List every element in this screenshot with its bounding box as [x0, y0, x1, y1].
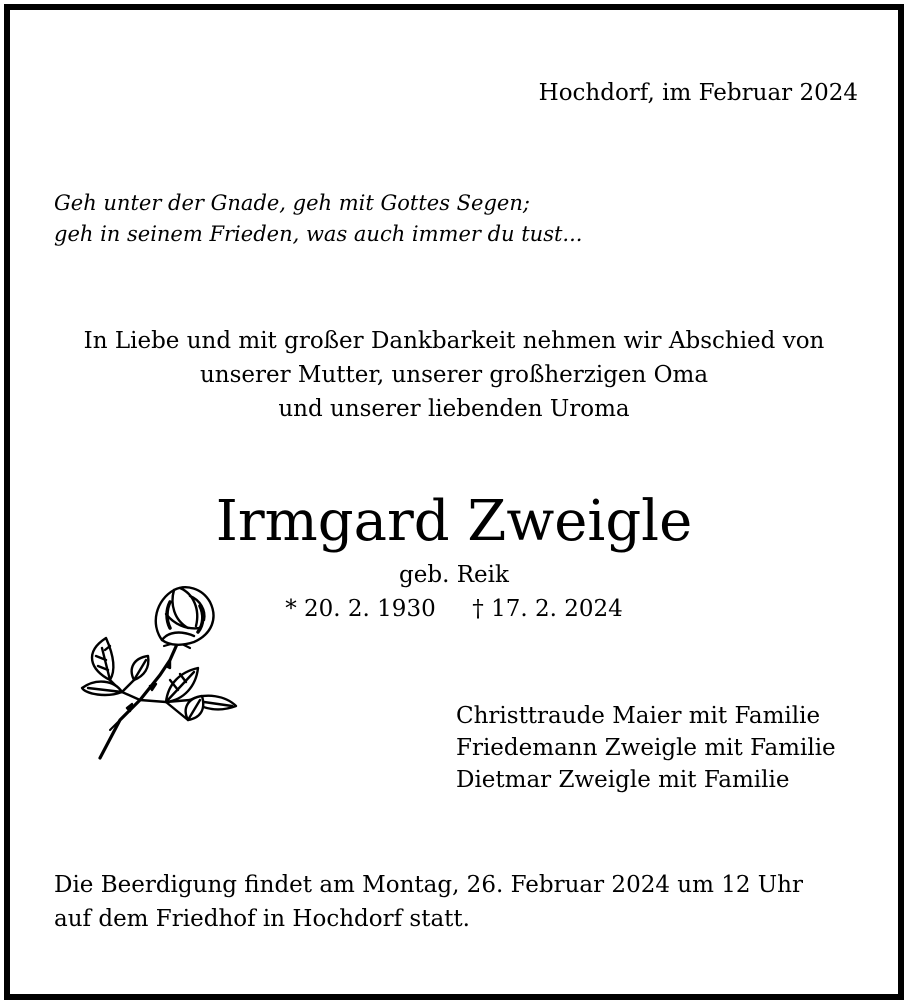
intro-line: In Liebe und mit großer Dankbarkeit nehmen wir Abschied von	[83, 328, 825, 354]
verse-line: Geh unter der Gnade, geh mit Gottes Segen;	[54, 191, 530, 215]
mourner: Christtraude Maier mit Familie	[456, 703, 821, 729]
rose-icon	[70, 580, 240, 770]
intro-line: unserer Mutter, unserer großherzigen Oma	[199, 362, 709, 388]
obituary-notice	[4, 4, 904, 1000]
deceased-name: Irmgard Zweigle	[215, 489, 693, 554]
funeral-notice	[54, 868, 803, 936]
funeral-line: Die Beerdigung findet am Montag, 26. Februar 2024 um 12 Uhr	[54, 872, 803, 898]
funeral-line: auf dem Friedhof in Hochdorf statt.	[54, 906, 470, 932]
intro-text	[10, 324, 898, 426]
verse	[54, 188, 582, 250]
intro-line: und unserer liebenden Uroma	[278, 396, 630, 422]
mourners-list	[456, 700, 836, 796]
death-date: † 17. 2. 2024	[472, 596, 623, 622]
birth-name: geb. Reik	[399, 562, 509, 588]
verse-line: geh in seinem Frieden, was auch immer du tust...	[54, 222, 583, 246]
mourner: Friedemann Zweigle mit Familie	[456, 735, 836, 761]
birth-date: * 20. 2. 1930	[285, 596, 436, 622]
dateline: Hochdorf, im Februar 2024	[538, 80, 858, 106]
mourner: Dietmar Zweigle mit Familie	[456, 767, 790, 793]
